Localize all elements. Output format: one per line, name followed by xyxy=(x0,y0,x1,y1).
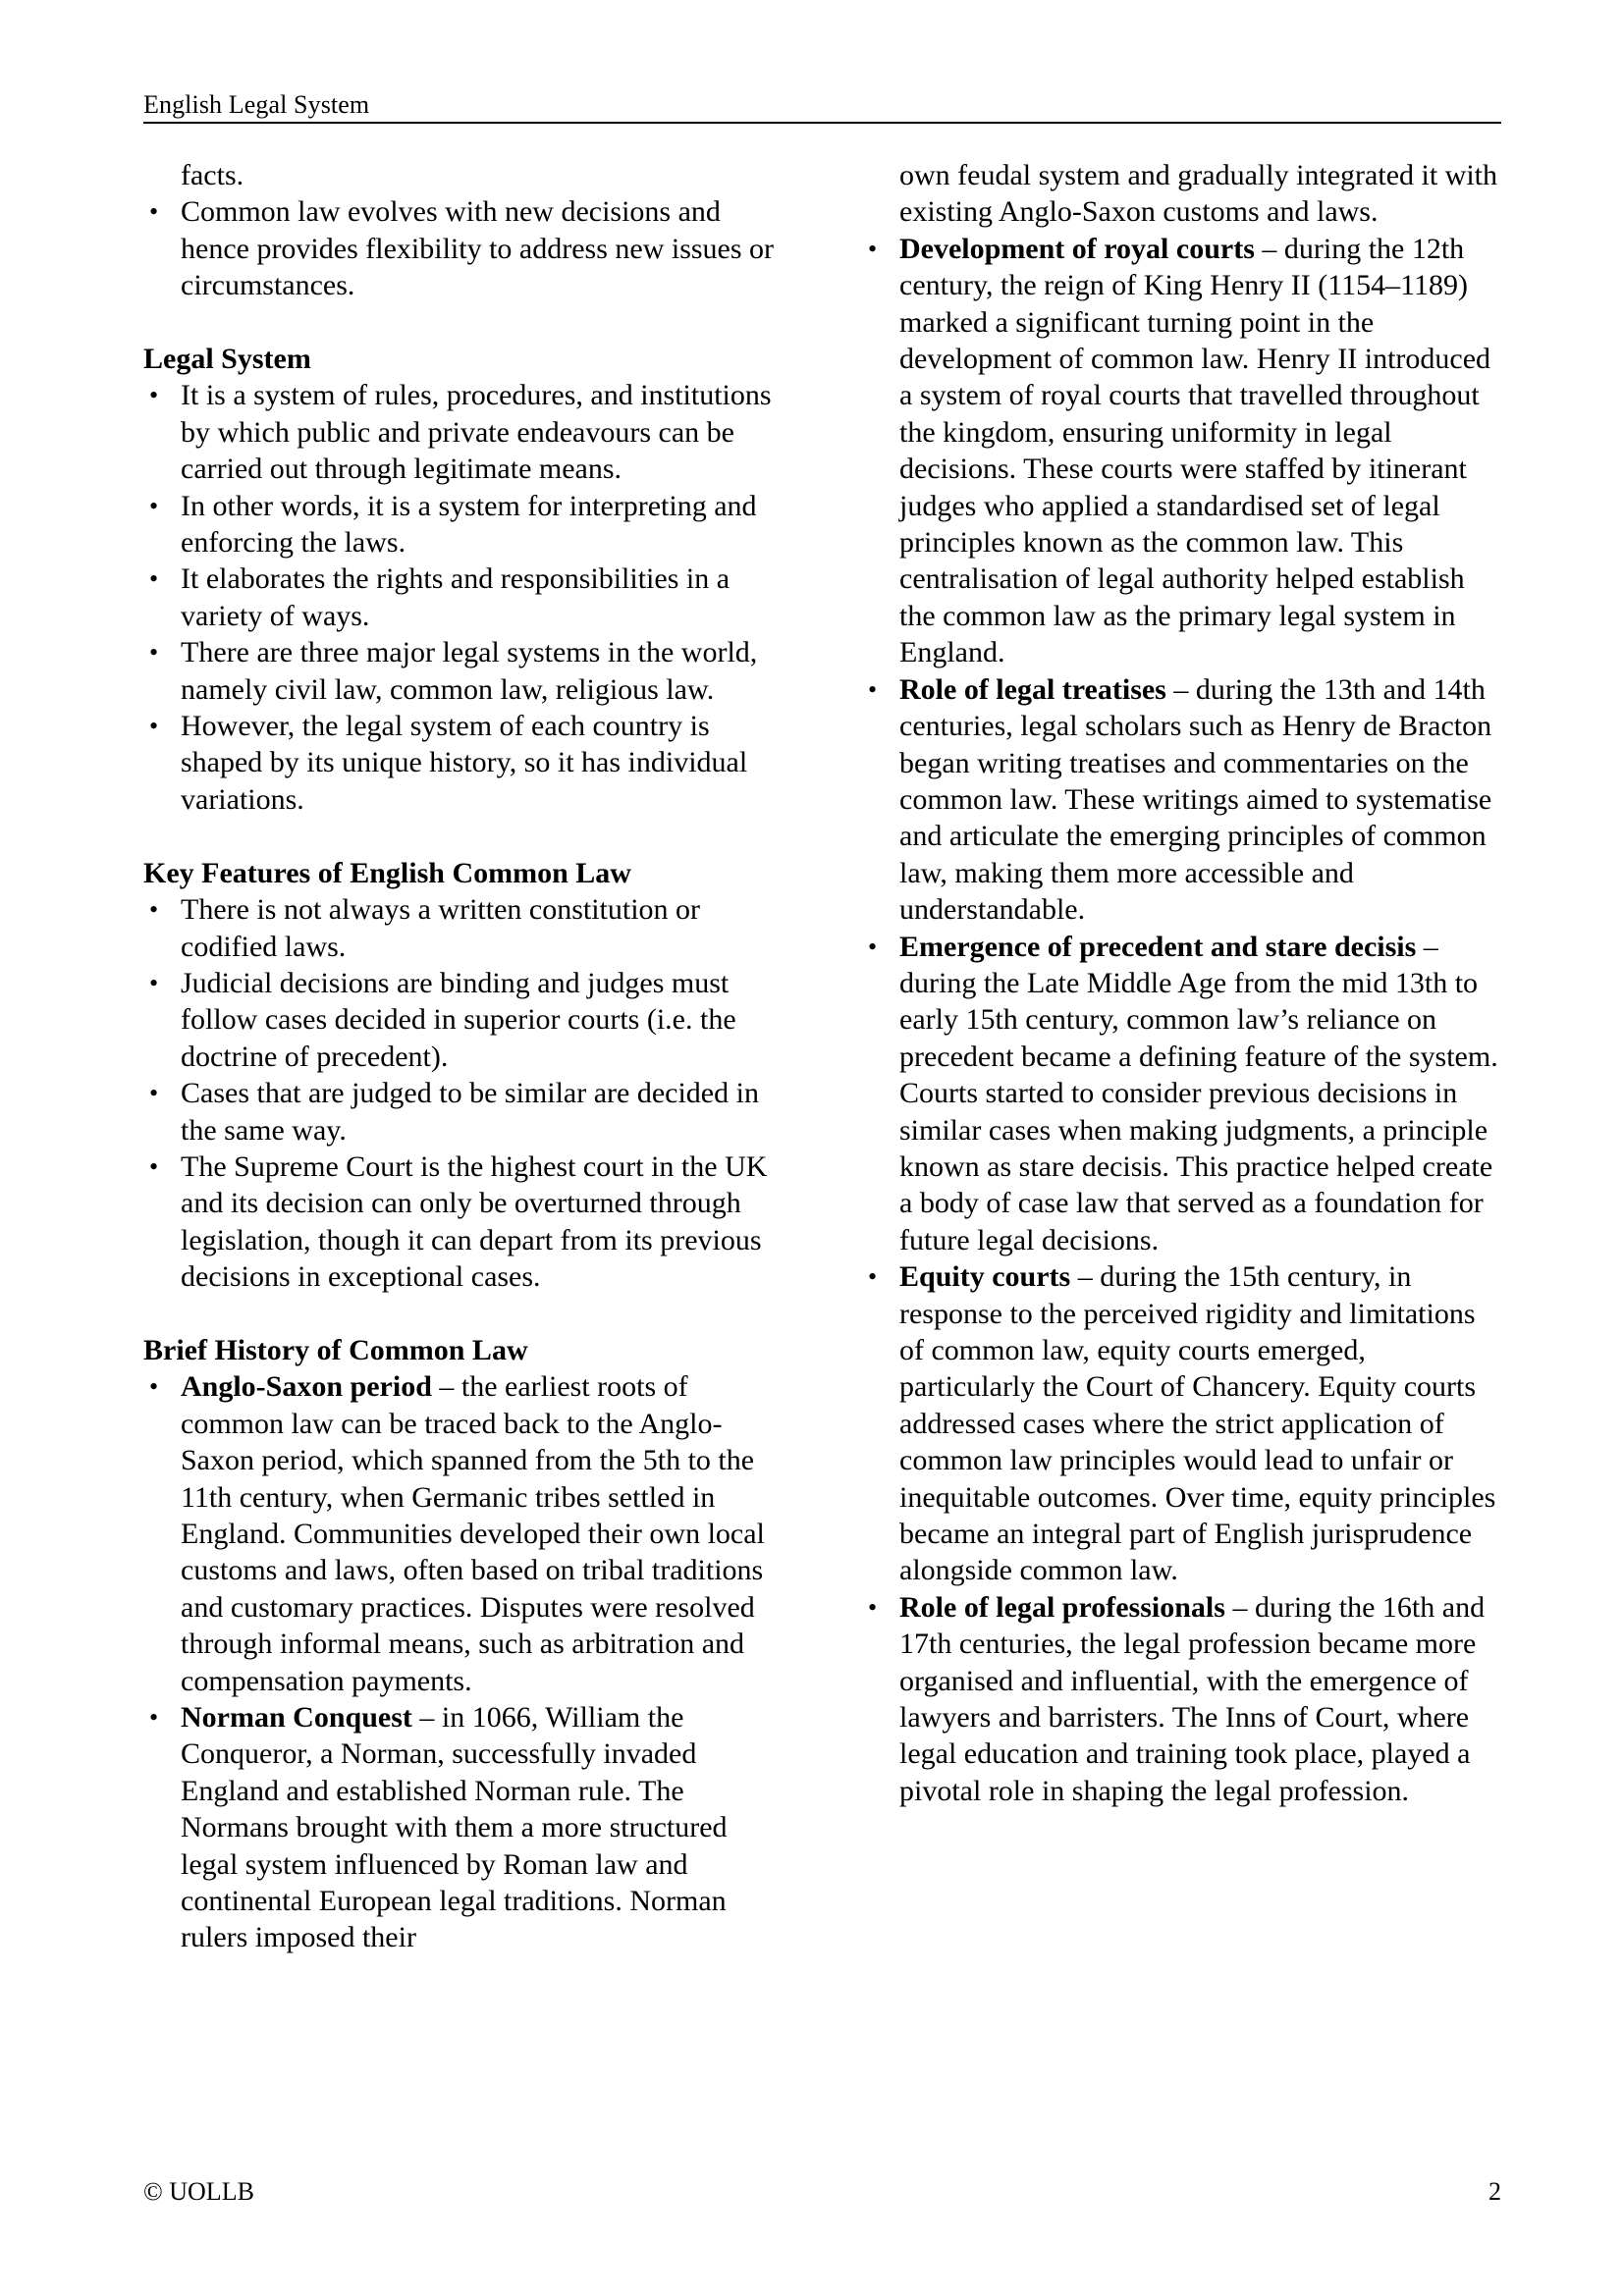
section-heading-legal-system: Legal System xyxy=(143,343,311,376)
list-item-lead: Role of legal treatises xyxy=(899,672,1166,706)
list-item xyxy=(862,1258,1500,1589)
page-footer xyxy=(143,2177,1501,2207)
page-number: 2 xyxy=(1488,2177,1501,2206)
list-item-lead: Equity courts xyxy=(899,1260,1071,1294)
list-item-lead: Norman Conquest xyxy=(181,1701,412,1735)
header-divider xyxy=(143,122,1501,124)
copyright-notice: © UOLLB xyxy=(143,2177,254,2206)
list-item-body: – during the Late Middle Age from the mid 13th to early 15th century, common law’s reliance on precedent became a defining feature of the system. Courts started to consider previous decisions in similar cases when making judgments, a principle known as stare decisis. This practice helped create a body of case law that served as a foundation for future legal decisions. xyxy=(899,930,1498,1256)
left-column xyxy=(143,157,782,1956)
list-item-body: – during the 16th and 17th centuries, the legal profession became more organised and influential, with the emergence of lawyers and barristers. The Inns of Court, where legal education and training took place, played a pivotal role in shaping the legal profession. xyxy=(899,1590,1486,1807)
list-item xyxy=(862,671,1500,929)
section-spacer xyxy=(143,1296,782,1332)
list-item: • Cases that are judged to be similar are decided in the same way. xyxy=(143,1075,782,1148)
key-features-bullet-list xyxy=(143,891,782,1295)
continuation-line: own feudal system and gradually integrated it with existing Anglo-Saxon customs and laws. xyxy=(899,159,1498,229)
list-item-body: – during the 13th and 14th centuries, legal scholars such as Henry de Bracton began writing treatises and commentaries on the common law. These writings aimed to systematise and articulate the emerging principles of common law, making them more accessible and understandable. xyxy=(899,672,1492,927)
legal-system-bullet-list xyxy=(143,377,782,818)
section-spacer xyxy=(143,304,782,341)
right-column xyxy=(862,157,1500,1956)
page-header xyxy=(143,90,1501,124)
list-item xyxy=(862,1589,1500,1809)
section-heading-brief-history: Brief History of Common Law xyxy=(143,1333,528,1366)
list-item: • Common law evolves with new decisions and hence provides flexibility to address new issues or circumstances. xyxy=(143,193,782,303)
list-item-body: – during the 15th century, in response to the perceived rigidity and limitations of common law, equity courts emerged, particularly the Court of Chancery. Equity courts addressed cases where the strict application of common law principles would lead to unfair or inequitable outcomes. Over time, equity principles became an integral part of English jurisprudence alongside common law. xyxy=(899,1260,1496,1587)
list-item-lead: Role of legal professionals xyxy=(899,1590,1225,1624)
history-continued-bullet-list xyxy=(862,231,1500,1809)
two-column-body xyxy=(143,157,1501,1956)
list-item: • The Supreme Court is the highest court in the UK and its decision can only be overturned through legislation, though it can depart from its previous decisions in exceptional cases. xyxy=(143,1148,782,1296)
intro-bullet-list xyxy=(143,193,782,303)
list-item: • In other words, it is a system for interpreting and enforcing the laws. xyxy=(143,488,782,561)
list-item xyxy=(862,231,1500,671)
list-item xyxy=(143,1368,782,1699)
list-item xyxy=(143,1699,782,1956)
section-heading-key-features: Key Features of English Common Law xyxy=(143,856,631,889)
list-item: • However, the legal system of each country is shaped by its unique history, so it has individual variations. xyxy=(143,708,782,818)
list-item-body: – during the 12th century, the reign of King Henry II (1154–1189) marked a significant turning point in the development of common law. Henry II introduced a system of royal courts that travelled throughout the kingdom, ensuring uniformity in legal decisions. These courts were staffed by itinerant judges who applied a standardised set of legal principles known as the common law. This centralisation of legal authority helped establish the common law as the primary legal system in England. xyxy=(899,232,1491,669)
brief-history-bullet-list xyxy=(143,1368,782,1956)
header-title: English Legal System xyxy=(143,90,370,119)
list-item-lead: Emergence of precedent and stare decisis xyxy=(899,930,1417,963)
list-item: • It is a system of rules, procedures, and institutions by which public and private endeavours can be carried out through legitimate means. xyxy=(143,377,782,487)
list-item: • It elaborates the rights and responsibilities in a variety of ways. xyxy=(143,561,782,634)
orphan-line: facts. xyxy=(181,159,244,191)
list-item: • There are three major legal systems in the world, namely civil law, common law, religious law. xyxy=(143,634,782,708)
section-spacer xyxy=(143,818,782,854)
list-item-lead: Development of royal courts xyxy=(899,232,1255,265)
list-item-body: – the earliest roots of common law can be traced back to the Anglo-Saxon period, which spanned from the 5th to the 11th century, when Germanic tribes settled in England. Communities developed their own local customs and laws, often based on tribal traditions and customary practices. Disputes were resolved through informal means, such as arbitration and compensation payments. xyxy=(181,1370,765,1697)
list-item-lead: Anglo-Saxon period xyxy=(181,1370,432,1404)
list-item xyxy=(862,929,1500,1259)
list-item: • There is not always a written constitution or codified laws. xyxy=(143,891,782,965)
list-item-body: – in 1066, William the Conqueror, a Norman, successfully invaded England and established Norman rule. The Normans brought with them a more structured legal system influenced by Roman law and continental European legal traditions. Norman rulers imposed their xyxy=(181,1701,728,1954)
list-item: • Judicial decisions are binding and judges must follow cases decided in superior courts (i.e. the doctrine of precedent). xyxy=(143,965,782,1075)
